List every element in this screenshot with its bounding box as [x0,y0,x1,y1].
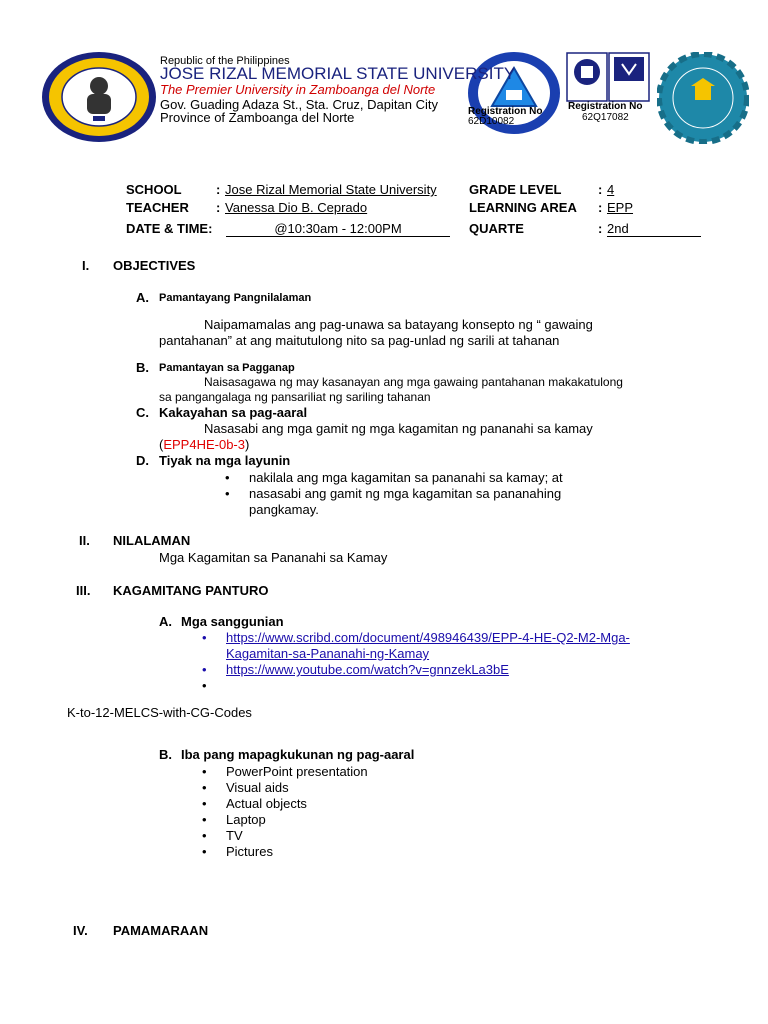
objective-b-title: Pamantayan sa Pagganap [159,362,295,374]
certification-logos [566,52,650,102]
section-iii-a-title: Mga sanggunian [181,614,284,629]
objective-d-title: Tiyak na mga layunin [159,453,291,468]
datetime-label: DATE & TIME: [126,221,213,236]
school-colon: : [216,182,221,197]
reference-link-scribd-continued[interactable]: Kagamitan-sa-Pananahi-ng-Kamay [226,646,430,661]
resource-item: • Visual aids [226,780,289,795]
university-tagline: The Premier University in Zamboanga del Norte [160,82,436,97]
school-value: Jose Rizal Memorial State University [225,182,437,197]
objective-c-code-line [159,437,249,452]
section-iii-a-letter: A. [159,614,172,629]
registration-number-1: 62D10082 [468,116,515,127]
objective-d-item-1: • nakilala ang mga kagamitan sa pananahi sa kamay; at [249,470,563,485]
teacher-label: TEACHER [126,200,189,215]
quarter-label: QUARTE [469,221,524,236]
objective-d-letter: D. [136,453,149,468]
section-iii-title: KAGAMITANG PANTURO [113,583,269,598]
objective-d-item-2: • nasasabi ang gamit ng mga kagamitan sa pananahing [249,486,561,501]
learning-area-colon: : [598,200,603,215]
objective-a-title: Pamantayang Pangnilalaman [159,292,312,304]
grade-level-colon: : [598,182,603,197]
registration-number-2: 62Q17082 [582,112,629,123]
resource-item: • PowerPoint presentation [226,764,368,779]
objective-b-text-line-2: sa pangangalaga ng pansariliat ng sariling tahanan [159,390,431,404]
university-name: JOSE RIZAL MEMORIAL STATE UNIVERSITY [160,64,516,83]
section-iii-b-title: Iba pang mapagkukunan ng pag-aaral [181,747,415,762]
reference-link-youtube[interactable]: • https://www.youtube.com/watch?v=gnnzekLa3bE [226,662,509,677]
quarter-value: 2nd [607,221,701,237]
section-ii-content: Mga Kagamitan sa Pananahi sa Kamay [159,550,388,565]
objective-c-title: Kakayahan sa pag-aaral [159,405,308,420]
resource-item: • Pictures [226,844,273,859]
registration-label-2: Registration No [568,101,643,112]
address-line-1: Gov. Guading Adaza St., Sta. Cruz, Dapitan City [160,97,438,112]
reference-link-scribd[interactable]: • https://www.scribd.com/document/498946439/EPP-4-HE-Q2-M2-Mga- [226,630,630,645]
objective-d-item-2-continued: pangkamay. [249,502,319,517]
learning-area-value: EPP [607,200,634,215]
quarter-colon: : [598,221,603,236]
section-iii-number: III. [76,583,91,598]
objective-c-letter: C. [136,405,149,420]
section-iv-number: IV. [73,923,88,938]
datetime-value: @10:30am - 12:00PM [226,221,450,237]
school-label: SCHOOL [126,182,182,197]
grade-level-value: 4 [607,182,615,197]
section-i-title: OBJECTIVES [113,258,196,273]
resource-item: • Laptop [226,812,266,827]
teacher-colon: : [216,200,221,215]
republic-text: Republic of the Philippines [160,55,290,67]
section-iii-b-letter: B. [159,747,172,762]
objective-b-text-line-1: Naisasagawa ng may kasanayan ang mga gawaing pantahanan makakatulong [204,375,623,389]
melcs-reference: K-to-12-MELCS-with-CG-Codes [67,705,252,720]
address-line-2: Province of Zamboanga del Norte [160,110,355,125]
objective-c-text: Nasasabi ang mga gamit ng mga kagamitan ng pananahi sa kamay [204,421,593,436]
grade-level-label: GRADE LEVEL [469,182,562,197]
paren-open: ( [159,437,164,452]
teacher-value: Vanessa Dio B. Ceprado [225,200,368,215]
competency-code: EPP4HE-0b-3 [163,437,245,452]
resource-item: • Actual objects [226,796,307,811]
objective-b-letter: B. [136,360,149,375]
learning-area-label: LEARNING AREA [469,200,577,215]
resource-item: • TV [226,828,243,843]
paren-close: ) [245,437,250,452]
jrmsu-seal-logo [40,50,158,144]
objective-a-text-line-2: pantahanan” at ang maitutulong nito sa pag-unlad ng sarili at tahanan [159,333,560,348]
objective-a-letter: A. [136,290,149,305]
empty-bullet: • [202,678,207,693]
objective-a-text-line-1: Naipamamalas ang pag-unawa sa batayang konsepto ng “ gawaing [204,317,593,332]
registration-label-1: Registration No [468,106,543,117]
section-iv-title: PAMAMARAAN [113,923,209,938]
aaccup-logo [657,52,749,144]
section-i-number: I. [82,258,90,273]
section-ii-title: NILALAMAN [113,533,191,548]
section-ii-number: II. [79,533,90,548]
